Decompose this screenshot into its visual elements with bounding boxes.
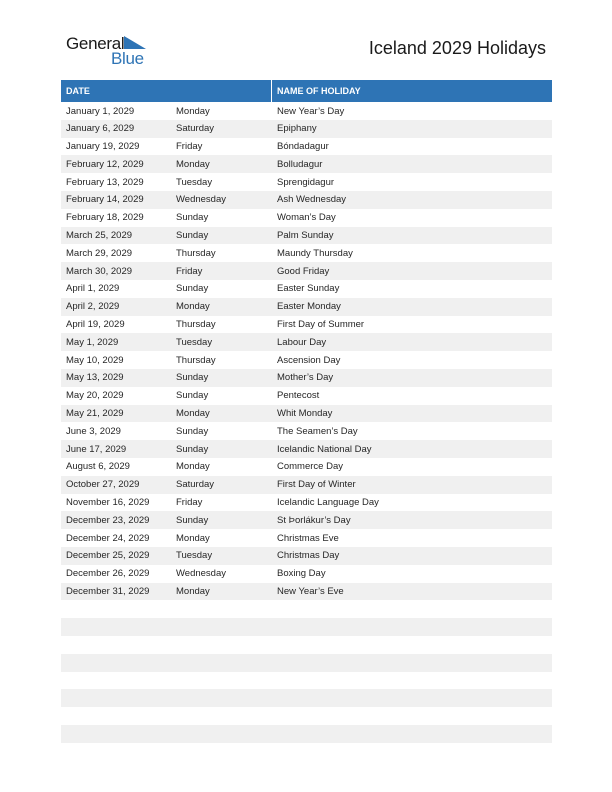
table-row	[61, 155, 552, 173]
date-cell: January 1, 2029	[66, 105, 135, 117]
holiday-cell: First Day of Summer	[277, 319, 365, 331]
date-cell: February 14, 2029	[66, 194, 144, 206]
day-cell: Sunday	[176, 425, 209, 437]
logo-triangle-icon	[124, 36, 146, 50]
holiday-cell: New Year’s Eve	[277, 586, 344, 598]
date-cell: April 1, 2029	[66, 283, 120, 295]
table-row	[61, 262, 552, 280]
table-row	[61, 316, 552, 334]
day-cell: Tuesday	[176, 336, 213, 348]
date-cell: December 24, 2029	[66, 532, 150, 544]
logo-word-general: General	[66, 34, 125, 53]
holiday-cell: Icelandic Language Day	[277, 497, 379, 509]
table-row	[61, 547, 552, 565]
date-cell: May 20, 2029	[66, 390, 124, 402]
day-cell: Sunday	[176, 212, 209, 224]
date-cell: August 6, 2029	[66, 461, 130, 473]
holiday-cell: Epiphany	[277, 123, 317, 135]
day-cell: Thursday	[176, 354, 216, 366]
date-cell: May 21, 2029	[66, 408, 124, 420]
holiday-cell: Labour Day	[277, 336, 327, 348]
table-row	[61, 565, 552, 583]
day-cell: Wednesday	[176, 194, 226, 206]
table-row	[61, 600, 552, 618]
holiday-cell: Christmas Day	[277, 550, 340, 562]
date-cell: March 25, 2029	[66, 230, 133, 242]
holiday-cell: Icelandic National Day	[277, 443, 372, 455]
holiday-cell: Sprengidagur	[277, 176, 335, 188]
holiday-cell: Boxing Day	[277, 568, 326, 580]
date-cell: May 13, 2029	[66, 372, 124, 384]
day-cell: Friday	[176, 497, 203, 509]
table-row	[61, 369, 552, 387]
holiday-cell: Bolludagur	[277, 158, 323, 170]
day-cell: Saturday	[176, 479, 215, 491]
holiday-cell: Pentecost	[277, 390, 320, 402]
table-row	[61, 654, 552, 672]
page-title: Iceland 2029 Holidays	[368, 38, 546, 58]
table-row	[61, 494, 552, 512]
table-row	[61, 244, 552, 262]
date-cell: December 25, 2029	[66, 550, 150, 562]
holiday-cell: Mother’s Day	[277, 372, 334, 384]
day-cell: Sunday	[176, 372, 209, 384]
table-row	[61, 707, 552, 725]
table-body	[61, 102, 552, 743]
day-cell: Thursday	[176, 247, 216, 259]
holiday-cell: Christmas Eve	[277, 532, 339, 544]
table-row	[61, 458, 552, 476]
holiday-cell: Bóndadagur	[277, 141, 329, 153]
table-row	[61, 636, 552, 654]
table-row	[61, 511, 552, 529]
holiday-cell: Woman’s Day	[277, 212, 336, 224]
date-cell: March 29, 2029	[66, 247, 133, 259]
day-cell: Thursday	[176, 319, 216, 331]
date-cell: April 2, 2029	[66, 301, 120, 313]
holiday-cell: New Year’s Day	[277, 105, 345, 117]
table-row	[61, 618, 552, 636]
date-cell: February 18, 2029	[66, 212, 144, 224]
date-cell: January 6, 2029	[66, 123, 135, 135]
day-cell: Sunday	[176, 443, 209, 455]
table-row	[61, 280, 552, 298]
table-row	[61, 227, 552, 245]
day-cell: Sunday	[176, 514, 209, 526]
holiday-cell: Ascension Day	[277, 354, 341, 366]
table-row	[61, 138, 552, 156]
day-cell: Friday	[176, 265, 203, 277]
day-cell: Saturday	[176, 123, 215, 135]
day-cell: Monday	[176, 461, 210, 473]
table-row	[61, 583, 552, 601]
day-cell: Tuesday	[176, 550, 213, 562]
date-cell: November 16, 2029	[66, 497, 150, 509]
day-cell: Monday	[176, 586, 210, 598]
header-divider	[271, 80, 272, 102]
day-cell: Monday	[176, 158, 210, 170]
date-cell: April 19, 2029	[66, 319, 125, 331]
date-cell: December 26, 2029	[66, 568, 150, 580]
date-cell: February 13, 2029	[66, 176, 144, 188]
holidays-table	[61, 80, 552, 743]
holiday-cell: Commerce Day	[277, 461, 343, 473]
header-holiday: NAME OF HOLIDAY	[277, 86, 361, 96]
holiday-cell: Easter Monday	[277, 301, 341, 313]
date-cell: June 3, 2029	[66, 425, 121, 437]
date-cell: May 10, 2029	[66, 354, 124, 366]
holiday-cell: Easter Sunday	[277, 283, 340, 295]
day-cell: Monday	[176, 408, 210, 420]
day-cell: Sunday	[176, 390, 209, 402]
day-cell: Sunday	[176, 283, 209, 295]
table-row	[61, 191, 552, 209]
table-row	[61, 476, 552, 494]
day-cell: Monday	[176, 301, 210, 313]
holiday-cell: St Þorlákur’s Day	[277, 514, 351, 526]
table-row	[61, 209, 552, 227]
table-row	[61, 120, 552, 138]
date-cell: October 27, 2029	[66, 479, 140, 491]
day-cell: Sunday	[176, 230, 209, 242]
holiday-cell: First Day of Winter	[277, 479, 356, 491]
table-row	[61, 387, 552, 405]
date-cell: May 1, 2029	[66, 336, 119, 348]
day-cell: Wednesday	[176, 568, 226, 580]
table-row	[61, 405, 552, 423]
holiday-cell: Palm Sunday	[277, 230, 334, 242]
holiday-cell: Good Friday	[277, 265, 330, 277]
table-header	[61, 80, 552, 102]
date-cell: February 12, 2029	[66, 158, 144, 170]
table-row	[61, 422, 552, 440]
day-cell: Monday	[176, 105, 210, 117]
table-row	[61, 173, 552, 191]
table-row	[61, 689, 552, 707]
logo-word-blue: Blue	[111, 49, 144, 68]
table-row	[61, 102, 552, 120]
table-row	[61, 298, 552, 316]
holiday-cell: Ash Wednesday	[277, 194, 347, 206]
table-row	[61, 725, 552, 743]
table-row	[61, 529, 552, 547]
date-cell: December 31, 2029	[66, 586, 150, 598]
holiday-cell: The Seamen’s Day	[277, 425, 358, 437]
day-cell: Monday	[176, 532, 210, 544]
date-cell: January 19, 2029	[66, 141, 140, 153]
header-date: DATE	[66, 86, 90, 96]
table-row	[61, 440, 552, 458]
date-cell: December 23, 2029	[66, 514, 150, 526]
holiday-cell: Maundy Thursday	[277, 247, 353, 259]
table-row	[61, 333, 552, 351]
generalblue-logo	[66, 34, 156, 68]
table-row	[61, 351, 552, 369]
holiday-cell: Whit Monday	[277, 408, 333, 420]
date-cell: March 30, 2029	[66, 265, 133, 277]
day-cell: Friday	[176, 141, 203, 153]
date-cell: June 17, 2029	[66, 443, 127, 455]
day-cell: Tuesday	[176, 176, 213, 188]
table-row	[61, 672, 552, 690]
